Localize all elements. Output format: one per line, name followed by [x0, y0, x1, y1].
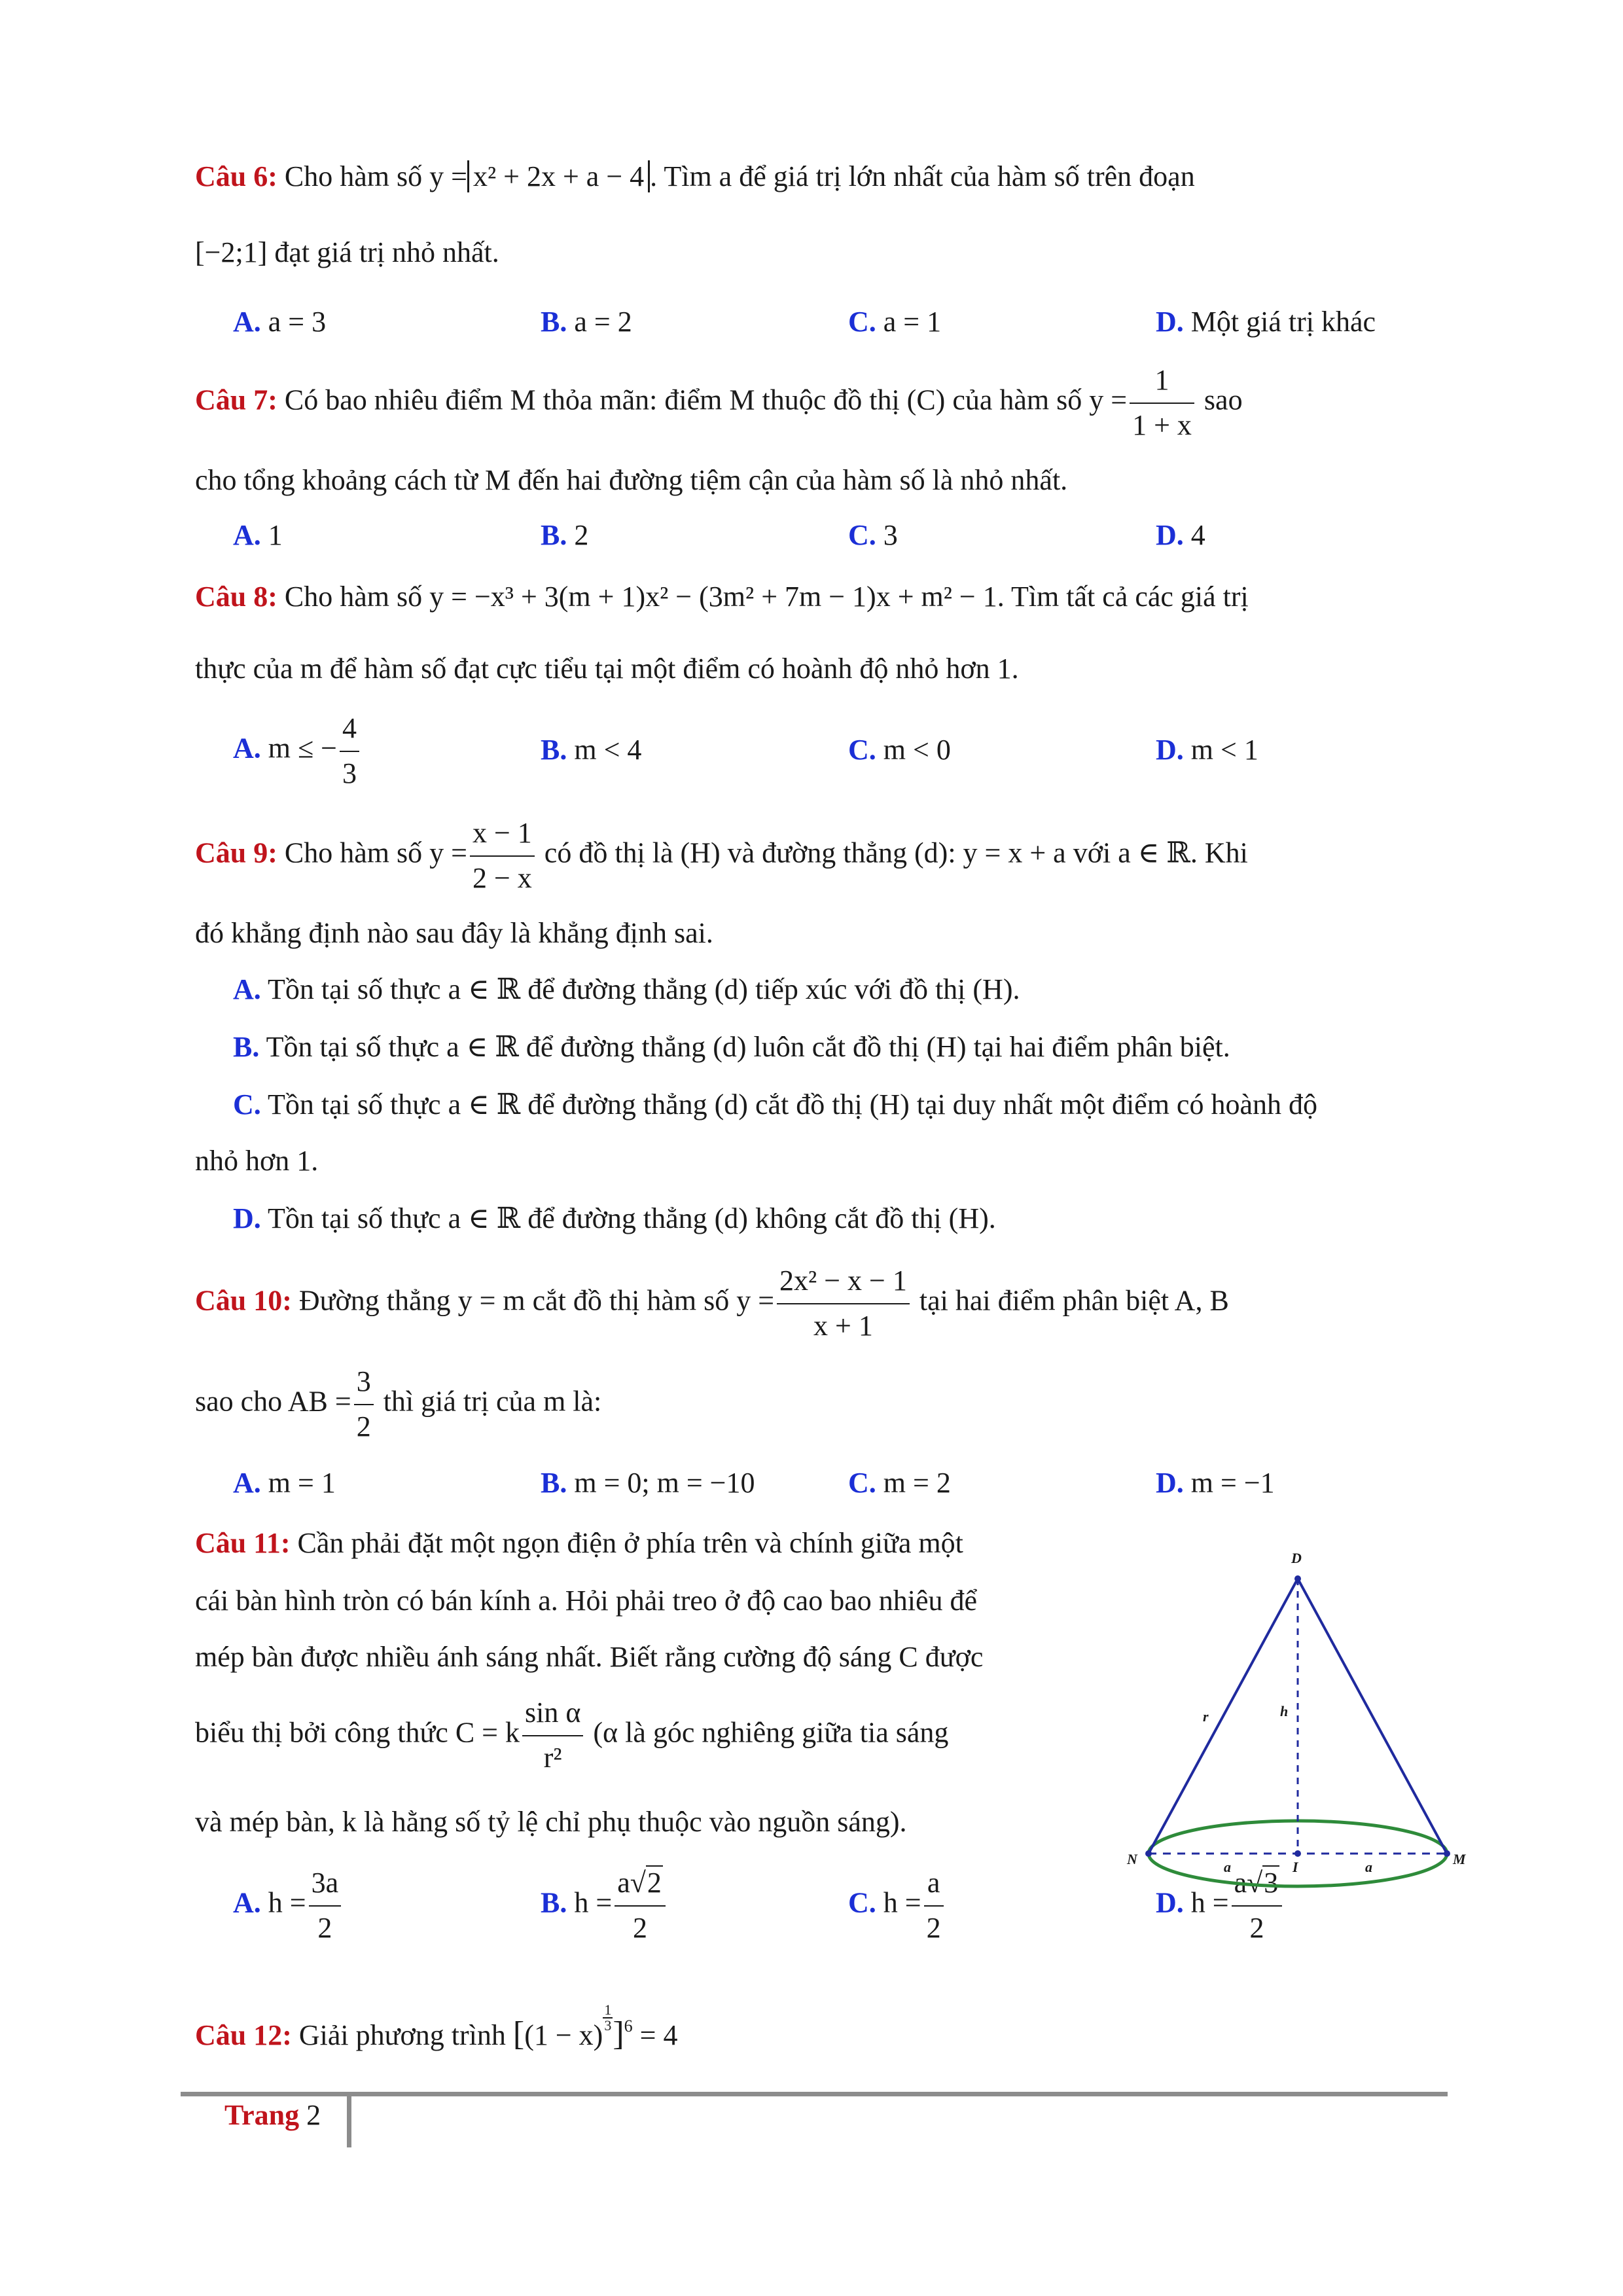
q10-y-eq: y = [736, 1284, 775, 1317]
q11-option-c-lhs: h = [883, 1886, 921, 1919]
q11-line5-text: và mép bàn, k là hằng số tỷ lệ chỉ phụ thuộc vào nguồn sáng). [195, 1806, 907, 1838]
q12-inner-exp-numerator: 1 [604, 2001, 612, 2018]
q10-option-c-letter: C. [848, 1467, 876, 1499]
q7-fraction [1130, 364, 1194, 442]
q11-line4 [195, 1696, 948, 1774]
q10-option-a[interactable] [233, 1469, 336, 1498]
q12-inner-exponent [603, 2003, 613, 2033]
q6-option-b-letter: B. [541, 306, 567, 338]
q9-option-d-letter: D. [233, 1202, 261, 1234]
q11-option-d-denominator: 2 [1249, 1911, 1264, 1944]
q10-option-d-text: m = −1 [1190, 1467, 1275, 1499]
q7-option-c-letter: C. [848, 519, 876, 551]
q9-text-b: có đồ thị là (H) và đường thẳng [544, 836, 908, 869]
q11-option-c-numerator: a [924, 1867, 944, 1907]
label-h: h [1280, 1703, 1289, 1719]
q7-option-d-text: 4 [1190, 519, 1205, 551]
q9-option-c-letter: C. [233, 1088, 261, 1121]
q7-label: Câu 7: [195, 384, 277, 416]
q9-fraction-denominator: 2 − x [472, 861, 532, 894]
q11-line2 [195, 1587, 977, 1615]
q12-text-a: Giải phương trình [298, 2019, 506, 2051]
q6-option-d-letter: D. [1156, 306, 1184, 338]
q6-label: Câu 6: [195, 160, 277, 192]
q8-text-c: thực của m để hàm số đạt cực tiểu tại một điểm có hoành độ nhỏ hơn 1. [195, 653, 1019, 685]
q7-text-a: Có bao nhiêu điểm M thỏa mãn: điểm M thuộc đồ thị (C) của hàm số [284, 384, 1082, 416]
q9-domain: a ∈ ℝ [1118, 836, 1190, 869]
q10-fraction-denominator: x + 1 [813, 1309, 873, 1342]
q11-option-d-num-root: 3 [1264, 1867, 1279, 1899]
q11-option-c-letter: C. [848, 1886, 876, 1919]
label-n: N [1127, 1851, 1137, 1867]
q9-option-a-letter: A. [233, 973, 261, 1005]
q11-formula-numerator: sin α [522, 1696, 583, 1736]
q11-line1 [195, 1529, 963, 1558]
q11-option-c-fraction [924, 1867, 944, 1945]
label-a-right: a [1365, 1859, 1372, 1875]
q6-line1 [195, 162, 1195, 191]
q10-option-d[interactable] [1156, 1469, 1275, 1498]
q8-option-d-letter: D. [1156, 734, 1184, 766]
q11-option-b-numerator: a√2 [615, 1867, 666, 1907]
q10-text-d: sao cho [195, 1385, 283, 1418]
q6-y-eq: y = [429, 160, 467, 192]
q12-label: Câu 12: [195, 2019, 292, 2051]
point-i [1294, 1850, 1301, 1857]
q6-text-c: đạt giá trị nhỏ nhất. [274, 236, 499, 268]
q7-option-c-text: 3 [883, 519, 898, 551]
q9-option-c-continued [195, 1147, 318, 1175]
q11-line1-text: Cần phải đặt một ngọn điện ở phía trên và chính giữa một [297, 1527, 963, 1559]
q8-option-a-numerator: 4 [340, 712, 359, 752]
q8-option-d-text: m < 1 [1190, 734, 1258, 766]
label-i: I [1293, 1859, 1298, 1875]
q9-fraction-numerator: x − 1 [470, 817, 535, 857]
q8-option-c[interactable] [848, 736, 951, 764]
q10-option-d-letter: D. [1156, 1467, 1184, 1499]
q10-option-b-letter: B. [541, 1467, 567, 1499]
q9-option-a[interactable] [233, 975, 1020, 1004]
q10-ab-eq: AB = [287, 1385, 351, 1418]
q6-expression: x² + 2x + a − 4 [467, 160, 650, 192]
q6-option-a[interactable] [233, 308, 326, 336]
q7-option-c[interactable] [848, 521, 898, 550]
q10-text-e: thì giá trị của m là: [383, 1385, 602, 1418]
q10-option-b-text: m = 0; m = −10 [574, 1467, 755, 1499]
q9-line-equation: (d): y = x + a [914, 836, 1066, 869]
q10-option-c[interactable] [848, 1469, 951, 1498]
q8-text-b: . Tìm tất cả các giá trị [997, 581, 1249, 613]
q11-option-b-denominator: 2 [633, 1911, 648, 1944]
q10-ab-numerator: 3 [354, 1365, 374, 1405]
q6-interval: [−2;1] [195, 236, 268, 268]
q11-option-a-denominator: 2 [317, 1911, 332, 1944]
q8-line2 [195, 655, 1019, 683]
cone-left-slant [1149, 1579, 1298, 1854]
q11-line5 [195, 1808, 907, 1837]
q10-ab-denominator: 2 [356, 1410, 371, 1443]
q9-y-eq: y = [429, 836, 467, 869]
point-m [1444, 1850, 1450, 1857]
q11-option-a-fraction [309, 1867, 342, 1945]
q9-text-c: với [1073, 836, 1111, 869]
q11-option-a[interactable] [233, 1867, 344, 1945]
q7-fraction-numerator: 1 [1130, 364, 1194, 404]
q10-option-a-text: m = 1 [268, 1467, 336, 1499]
cone-figure [1126, 1545, 1479, 1911]
q9-option-a-text: Tồn tại số thực a ∈ ℝ để đường thẳng (d) tiếp xúc với đồ thị (H). [268, 973, 1020, 1005]
q10-fraction [777, 1265, 910, 1342]
q12-outer-exponent: 6 [624, 2017, 633, 2036]
q11-option-d-numerator: a√3 [1232, 1867, 1283, 1907]
q12-line1 [195, 2003, 678, 2051]
q7-option-a[interactable] [233, 521, 283, 550]
point-d [1294, 1575, 1301, 1582]
q9-text-d: . Khi [1190, 836, 1248, 869]
q10-option-b[interactable] [541, 1469, 755, 1498]
q10-ab-fraction [354, 1365, 374, 1443]
q7-option-a-letter: A. [233, 519, 261, 551]
q7-fraction-denominator: 1 + x [1132, 408, 1192, 441]
q9-option-d[interactable] [233, 1204, 996, 1233]
q11-option-b-num-a: a [617, 1867, 630, 1899]
q10-option-c-text: m = 2 [883, 1467, 951, 1499]
q11-option-b-num-root: 2 [647, 1867, 662, 1899]
q9-option-c[interactable] [233, 1090, 1317, 1119]
q10-text-a: Đường thẳng [298, 1284, 451, 1317]
q8-option-a-fraction [340, 712, 359, 790]
label-m: M [1453, 1851, 1466, 1867]
label-a-left: a [1224, 1859, 1231, 1875]
q10-text-c: tại hai điểm phân biệt A, B [919, 1284, 1229, 1317]
q7-option-b-letter: B. [541, 519, 567, 551]
footer-rule [181, 2092, 1448, 2096]
q9-option-d-text: Tồn tại số thực a ∈ ℝ để đường thẳng (d) không cắt đồ thị (H). [268, 1202, 996, 1234]
q9-line2 [195, 919, 713, 948]
q9-text-a: Cho hàm số [284, 836, 423, 869]
q8-option-b[interactable] [541, 736, 641, 764]
q6-option-b-text: a = 2 [574, 306, 632, 338]
q10-line2 [195, 1365, 601, 1443]
q7-option-b-text: 2 [574, 519, 589, 551]
q7-text-c: cho tổng khoảng cách từ M đến hai đường tiệm cận của hàm số là nhỏ nhất. [195, 464, 1068, 496]
q11-line4-text-a: biểu thị bởi công thức [195, 1716, 448, 1749]
q7-text-b: sao [1204, 384, 1243, 416]
q11-option-b-fraction [615, 1867, 666, 1945]
q7-option-a-text: 1 [268, 519, 283, 551]
q11-option-c[interactable] [848, 1867, 946, 1945]
q11-line3 [195, 1643, 983, 1672]
label-r: r [1203, 1708, 1209, 1725]
q8-option-a[interactable] [233, 712, 362, 790]
q10-line-equation: y = m [457, 1284, 526, 1317]
q8-label: Câu 8: [195, 581, 277, 613]
q11-option-d-letter: D. [1156, 1886, 1184, 1919]
q12-close-bracket: ] [613, 2015, 624, 2053]
q11-line3-text: mép bàn được nhiều ánh sáng nhất. Biết rằng cường độ sáng C được [195, 1641, 984, 1673]
q12-inner-exp-denominator: 3 [604, 2017, 612, 2034]
q6-option-c-letter: C. [848, 306, 876, 338]
q11-formula-lhs: C = k [455, 1716, 520, 1749]
q6-option-c-text: a = 1 [883, 306, 942, 338]
q9-option-b-letter: B. [233, 1031, 260, 1063]
q9-line1 [195, 817, 1248, 895]
q10-text-b: cắt đồ thị hàm số [532, 1284, 730, 1317]
q8-option-c-text: m < 0 [883, 734, 951, 766]
q8-option-d[interactable] [1156, 736, 1258, 764]
q6-option-d[interactable] [1156, 308, 1376, 336]
q7-y-eq: y = [1089, 384, 1128, 416]
q11-option-d-num-a: a [1234, 1867, 1247, 1899]
q7-line2 [195, 466, 1067, 495]
page-number-value: 2 [306, 2099, 321, 2131]
q7-line1 [195, 364, 1243, 442]
q12-open-bracket: [ [512, 2015, 525, 2053]
q10-fraction-numerator: 2x² − x − 1 [777, 1265, 910, 1304]
q11-option-a-letter: A. [233, 1886, 261, 1919]
q9-option-b-text: Tồn tại số thực a ∈ ℝ để đường thẳng (d) luôn cắt đồ thị (H) tại hai điểm phân biệt. [266, 1031, 1230, 1063]
q7-option-d-letter: D. [1156, 519, 1184, 551]
q9-option-c-text2: nhỏ hơn 1. [195, 1145, 319, 1177]
q6-option-a-text: a = 3 [268, 306, 327, 338]
q8-option-c-letter: C. [848, 734, 876, 766]
q8-line1 [195, 583, 1249, 611]
q8-option-b-text: m < 4 [574, 734, 642, 766]
q9-option-b[interactable] [233, 1033, 1230, 1062]
cone-right-slant [1298, 1579, 1447, 1854]
q8-option-a-denominator: 3 [342, 757, 357, 789]
q6-option-b[interactable] [541, 308, 632, 336]
label-d: D [1291, 1550, 1302, 1566]
q11-option-d-lhs: h = [1190, 1886, 1229, 1919]
q8-text-a: Cho hàm số [284, 581, 423, 613]
q11-line4-text-b: (α là góc nghiêng giữa tia sáng [593, 1716, 949, 1749]
q7-option-b[interactable] [541, 521, 588, 550]
q11-option-b-letter: B. [541, 1886, 567, 1919]
q11-formula-fraction [522, 1696, 583, 1774]
q11-option-a-lhs: h = [268, 1886, 306, 1919]
q6-line2 [195, 238, 499, 267]
q6-option-a-letter: A. [233, 306, 261, 338]
q11-formula-denominator: r² [543, 1741, 562, 1774]
q8-expression: y = −x³ + 3(m + 1)x² − (3m² + 7m − 1)x + m² − 1 [429, 581, 997, 613]
q10-line1 [195, 1265, 1229, 1342]
q8-option-a-prefix: m ≤ − [268, 732, 337, 764]
q10-option-a-letter: A. [233, 1467, 261, 1499]
page-number [224, 2101, 321, 2130]
q8-option-a-letter: A. [233, 732, 261, 764]
q11-option-b[interactable] [541, 1867, 668, 1945]
q9-text-e: đó khẳng định nào sau đây là khẳng định sai. [195, 917, 713, 949]
q11-label: Câu 11: [195, 1527, 291, 1559]
footer-divider [347, 2094, 351, 2147]
q11-option-c-denominator: 2 [926, 1911, 941, 1944]
q11-option-b-lhs: h = [574, 1886, 613, 1919]
q6-text-a: Cho hàm số [284, 160, 423, 192]
q6-option-d-text: Một giá trị khác [1190, 306, 1376, 338]
q12-rhs: = 4 [639, 2019, 678, 2051]
q11-line2-text: cái bàn hình tròn có bán kính a. Hỏi phải treo ở độ cao bao nhiêu để [195, 1585, 978, 1617]
q8-option-b-letter: B. [541, 734, 567, 766]
q9-fraction [470, 817, 535, 895]
q7-option-d[interactable] [1156, 521, 1205, 550]
point-n [1145, 1850, 1152, 1857]
q12-base: (1 − x) [524, 2019, 603, 2051]
q9-label: Câu 9: [195, 836, 277, 869]
q10-label: Câu 10: [195, 1284, 292, 1317]
page-number-label: Trang [224, 2099, 300, 2131]
q6-text-b: . Tìm a để giá trị lớn nhất của hàm số trên đoạn [650, 160, 1195, 192]
q6-option-c[interactable] [848, 308, 941, 336]
q11-option-a-numerator: 3a [309, 1867, 342, 1907]
q9-option-c-text: Tồn tại số thực a ∈ ℝ để đường thẳng (d) cắt đồ thị (H) tại duy nhất một điểm có hoành độ [268, 1088, 1317, 1121]
